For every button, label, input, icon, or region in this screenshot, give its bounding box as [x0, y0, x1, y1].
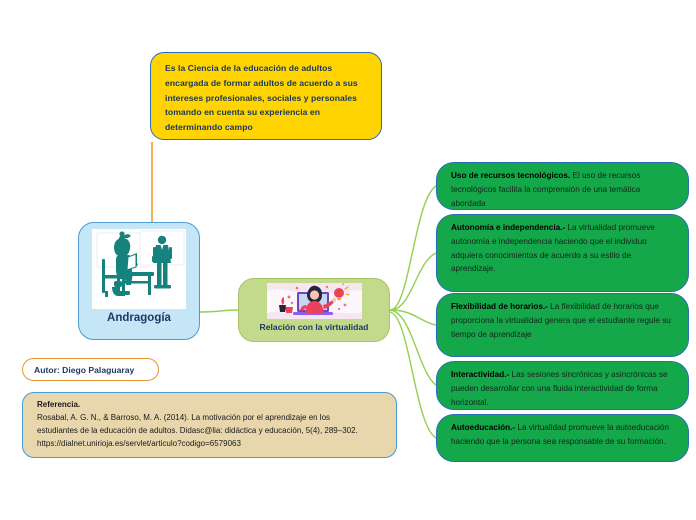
author-text: Autor: Diego Palaguaray — [34, 364, 135, 375]
branch-uso-de-recursos-tecnologicos[interactable] — [436, 162, 689, 210]
reference-url: https://dialnet.unirioja.es/servlet/articulo?codigo=6579063 — [37, 438, 241, 448]
edge-center-to-branch-0 — [390, 186, 436, 310]
branch-title: Flexibilidad de horarios.- — [451, 302, 548, 311]
reference-line-2: estudiantes de la educación de adultos. Didasc@lia: didáctica y educación, 5(4), 289–302. — [37, 425, 358, 435]
edge-center-to-branch-1 — [390, 253, 436, 310]
edge-center-to-branch-2 — [390, 310, 436, 325]
branch-title: Interactividad.- — [451, 370, 510, 379]
reference-title: Referencia. — [37, 400, 81, 409]
branch-body: El uso de recursos tecnológicos facilita la comprensión de una temática abordada — [451, 171, 641, 208]
branch-body: La virtualidad promueve autonomía e independencia haciendo que el individuo adquiera conocimientos de acuerdo a su estilo de aprendizaje. — [451, 223, 655, 274]
reference-line-1: Rosabal, A. G. N., & Barroso, M. A. (2014). La motivación por el aprendizaje en los — [37, 412, 331, 422]
author-badge[interactable] — [22, 358, 159, 381]
branch-autoeducacion[interactable] — [436, 414, 689, 462]
definition-text: Es la Ciencia de la educación de adultos encargada de formar adultos de acuerdo a sus intereses profesionales, sociales y personales tomando en cuenta su experiencia en determinando campo — [165, 63, 358, 133]
branch-body: La flexibilidad de horarios que proporciona la virtualidad genera que el estudiante regule su tiempo de aprendizaje — [451, 302, 671, 339]
branch-body: Las sesiones sincrónicas y asincrónicas se pueden desarrollar con una fluida interactividad de forma horizontal. — [451, 370, 668, 407]
branch-title: Uso de recursos tecnológicos. — [451, 171, 571, 180]
branch-title: Autoeducación.- — [451, 423, 516, 432]
branch-body: La virtualidad promueve la autoeducación haciendo que la persona sea responsable de su formación. — [451, 423, 669, 446]
branch-flexibilidad-de-horarios[interactable] — [436, 293, 689, 357]
branch-autonomia-e-independencia[interactable] — [436, 214, 689, 292]
classroom-illustration-icon — [92, 229, 186, 309]
branch-title: Autonomía e independencia.- — [451, 223, 566, 232]
root-node-andragogia[interactable] — [78, 222, 200, 340]
center-node-label: Relación con la virtualidad — [259, 322, 369, 332]
reference-box[interactable] — [22, 392, 397, 458]
edge-root-to-center — [200, 310, 238, 312]
branch-interactividad[interactable] — [436, 361, 689, 410]
definition-box[interactable] — [150, 52, 382, 140]
center-node-relacion-virtualidad[interactable] — [238, 278, 390, 342]
online-learning-illustration-icon — [267, 283, 362, 319]
root-node-label: Andragogía — [107, 312, 171, 324]
edge-center-to-branch-3 — [390, 310, 436, 385]
